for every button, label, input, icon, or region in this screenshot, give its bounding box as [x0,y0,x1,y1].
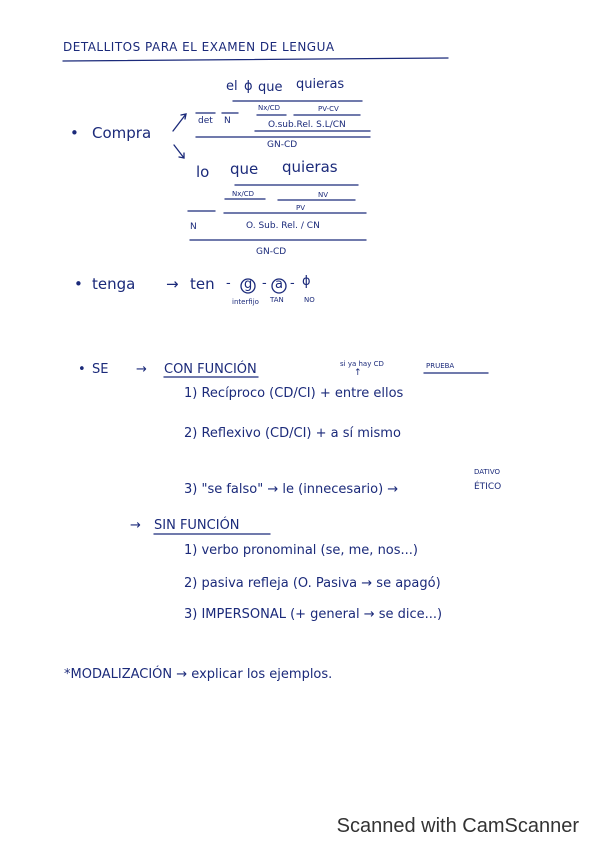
b2-osub: O. Sub. Rel. / CN [246,221,320,231]
b1-pvcv: PV-CV [318,105,339,113]
branch-arrow-down [174,145,184,158]
compra-bullet: • [70,124,79,142]
b2-pv: PV [296,204,306,212]
camscanner-watermark: Scanned with CamScanner [336,815,579,837]
con-item-1: 1) Recíproco (CD/CI) + entre ellos [184,386,404,401]
b2-que: que [230,160,259,178]
tenga-label-no: NO [304,296,315,304]
con-funcion-heading: CON FUNCIÓN [164,362,257,377]
tenga-sep2: - [262,276,267,291]
b2-n: N [190,222,197,232]
b2-lo: lo [196,163,210,181]
sin-arrow: → [130,518,141,533]
b1-phi: ϕ [244,79,253,94]
sin-item-2: 2) pasiva refleja (O. Pasiva → se apagó) [184,576,441,591]
b2-gncd: GN-CD [256,247,287,257]
prueba-heading: PRUEBA [426,362,455,370]
modalizacion-note: *MODALIZACIÓN → explicar los ejemplos. [64,667,333,682]
compra-label: Compra [92,124,152,142]
b1-n: N [224,116,231,126]
tenga-word: tenga [92,275,136,293]
b1-det: det [198,116,213,126]
tenga-label-tan: TAN [270,296,284,304]
tenga-ten: ten [190,275,215,293]
b1-que: que [258,80,283,95]
sin-item-3: 3) IMPERSONAL (+ general → se dice...) [184,607,443,622]
se-bullet: • [78,362,86,377]
b1-el: el [226,79,238,94]
tenga-a: a [275,277,283,292]
se-label: SE [92,362,109,377]
tenga-arrow: → [166,275,179,293]
b1-nxcd: Nx/CD [258,104,281,112]
con-item-3: 3) "se falso" → le (innecesario) → [184,482,399,497]
dativo-label: DATIVO [474,468,501,476]
tenga-sep3: - [290,276,295,291]
tenga-bullet: • [74,275,83,293]
page-title: DETALLITOS PARA EL EXAMEN DE LENGUA [63,40,335,54]
tenga-g: g [244,277,253,292]
up-arrow-icon: ↑ [354,368,362,378]
se-arrow: → [136,362,147,377]
tenga-sep1: - [226,276,231,291]
b1-quieras: quieras [296,77,345,92]
sin-item-1: 1) verbo pronominal (se, me, nos...) [184,543,418,558]
b2-nv: NV [318,191,329,199]
con-item-2: 2) Reflexivo (CD/CI) + a sí mismo [184,426,401,441]
title-underline [63,58,448,61]
sin-funcion-heading: SIN FUNCIÓN [154,518,240,533]
b2-quieras: quieras [282,158,338,176]
si-ya-hay-cd-note: si ya hay CD [340,360,384,368]
tenga-label-infix: interfijo [232,298,259,306]
etico-label: ÉTICO [474,482,502,492]
b1-gncd: GN-CD [267,140,298,150]
b1-osub: O.sub.Rel. S.L/CN [268,120,346,130]
b2-nxcd: Nx/CD [232,190,255,198]
branch-arrow-up [173,114,186,131]
tenga-phi: ϕ [302,274,311,289]
